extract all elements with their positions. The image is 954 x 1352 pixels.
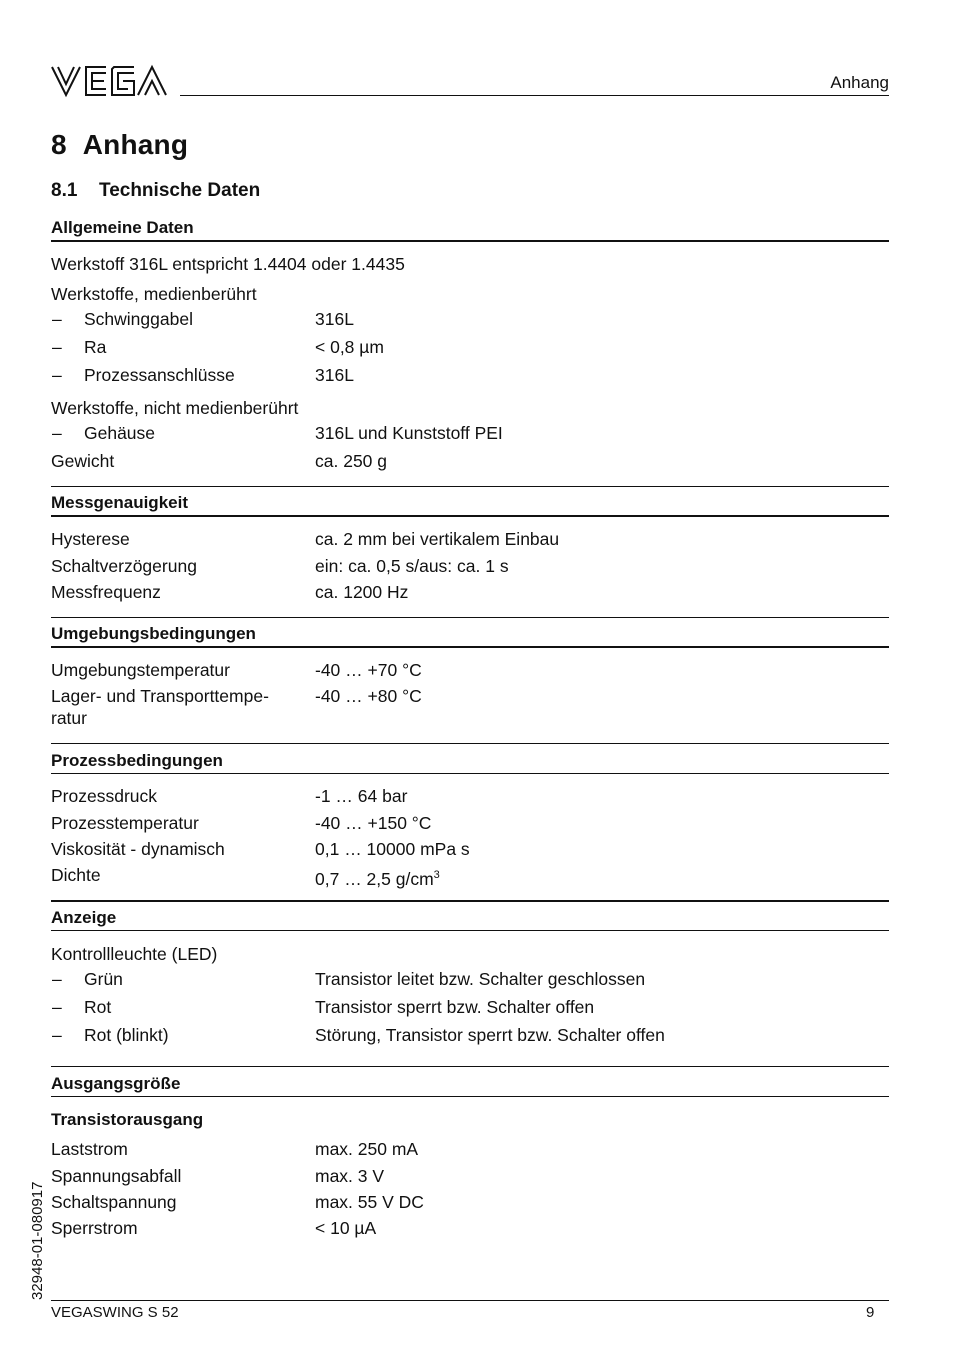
list-dash: – [52, 1025, 62, 1045]
spec-label-continued: ratur [51, 708, 87, 728]
spec-value-density [315, 864, 440, 890]
werkstoffe-nicht-medien-label: Werkstoffe, nicht medienberührt [51, 398, 299, 418]
list-dash: – [52, 337, 62, 357]
werkstoffe-medien-label: Werkstoffe, medienberührt [51, 284, 257, 304]
spec-label: Umgebungstemperatur [51, 660, 230, 680]
vega-logo [50, 64, 168, 98]
spec-value: 316L [315, 365, 354, 385]
spec-label: Rot [84, 997, 112, 1017]
spec-value: -40 … +70 °C [315, 660, 422, 680]
spec-value: -40 … +80 °C [315, 686, 422, 706]
spec-value: < 10 µA [315, 1218, 377, 1238]
spec-label: Sperrstrom [51, 1218, 138, 1238]
section-text: Technische Daten [99, 180, 261, 201]
subsection-heading-transistor: Transistorausgang [51, 1110, 204, 1129]
list-dash: – [52, 365, 62, 385]
rule [51, 900, 889, 902]
rule [51, 743, 889, 744]
header-rule [180, 95, 889, 96]
section-number: 8.1 [51, 180, 78, 201]
section-heading-allgemein: Allgemeine Daten [51, 218, 194, 237]
list-dash: – [52, 309, 62, 329]
spec-label: Spannungsabfall [51, 1166, 182, 1186]
page-number: 9 [866, 1304, 875, 1321]
spec-value: Störung, Transistor sperrt bzw. Schalter offen [315, 1025, 665, 1045]
spec-label: Dichte [51, 865, 101, 885]
section-title [51, 180, 260, 202]
spec-label: Rot (blinkt) [84, 1025, 169, 1045]
spec-label: Schaltspannung [51, 1192, 177, 1212]
spec-value: Transistor leitet bzw. Schalter geschlossen [315, 969, 646, 989]
spec-label: Prozessanschlüsse [84, 365, 235, 385]
rule [51, 1066, 889, 1067]
rule [51, 515, 889, 517]
rule [51, 617, 889, 618]
spec-label: Messfrequenz [51, 582, 161, 602]
section-heading-ausgang: Ausgangsgröße [51, 1074, 181, 1093]
spec-value: 316L [315, 309, 354, 329]
list-dash: – [52, 423, 62, 443]
spec-value: max. 250 mA [315, 1139, 419, 1159]
section-heading-umgebung: Umgebungsbedingungen [51, 624, 256, 643]
rule [51, 1096, 889, 1097]
rule [51, 646, 889, 648]
spec-label: Schaltverzögerung [51, 556, 197, 576]
chapter-number: 8 [51, 129, 67, 160]
spec-label: Viskosität - dynamisch [51, 839, 225, 859]
spec-label: Prozesstemperatur [51, 813, 199, 833]
list-dash: – [52, 997, 62, 1017]
document-code: 32948-01-080917 [29, 1181, 46, 1300]
chapter-text: Anhang [82, 129, 189, 160]
spec-value: -40 … +150 °C [315, 813, 432, 833]
spec-label: Ra [84, 337, 107, 357]
spec-label: Prozessdruck [51, 786, 158, 806]
spec-value: ca. 2 mm bei vertikalem Einbau [315, 529, 560, 549]
header-section-label: Anhang [830, 73, 889, 92]
spec-value: 0,1 … 10000 mPa s [315, 839, 470, 859]
spec-label: Laststrom [51, 1139, 128, 1159]
spec-label: Schwinggabel [84, 309, 193, 329]
spec-value: Transistor sperrt bzw. Schalter offen [315, 997, 595, 1017]
footer-product: VEGASWING S 52 [51, 1304, 179, 1321]
section-heading-anzeige: Anzeige [51, 908, 117, 927]
section-heading-prozess: Prozessbedingungen [51, 751, 223, 770]
spec-value: < 0,8 µm [315, 337, 384, 357]
density-value-text: 0,7 … 2,5 g/cm [315, 868, 434, 889]
spec-value: ca. 250 g [315, 451, 387, 471]
spec-value: ca. 1200 Hz [315, 582, 409, 602]
rule [51, 240, 889, 242]
spec-label: Lager- und Transporttempe- [51, 686, 269, 706]
section-heading-mess: Messgenauigkeit [51, 493, 188, 512]
rule [51, 930, 889, 931]
spec-value: max. 3 V [315, 1166, 385, 1186]
footer-rule [51, 1300, 889, 1301]
spec-value: ein: ca. 0,5 s/aus: ca. 1 s [315, 556, 509, 576]
spec-label: Gewicht [51, 451, 115, 471]
rule [51, 773, 889, 774]
spec-value: 316L und Kunststoff PEI [315, 423, 503, 443]
density-unit-superscript: 3 [433, 869, 440, 881]
spec-label: Hysterese [51, 529, 130, 549]
chapter-title [51, 129, 188, 161]
led-label: Kontrollleuchte (LED) [51, 944, 218, 964]
werkstoff-note: Werkstoff 316L entspricht 1.4404 oder 1.4435 [51, 254, 405, 274]
list-dash: – [52, 969, 62, 989]
spec-value: -1 … 64 bar [315, 786, 408, 806]
spec-label: Grün [84, 969, 123, 989]
spec-label: Gehäuse [84, 423, 156, 443]
spec-value: max. 55 V DC [315, 1192, 424, 1212]
rule [51, 486, 889, 487]
